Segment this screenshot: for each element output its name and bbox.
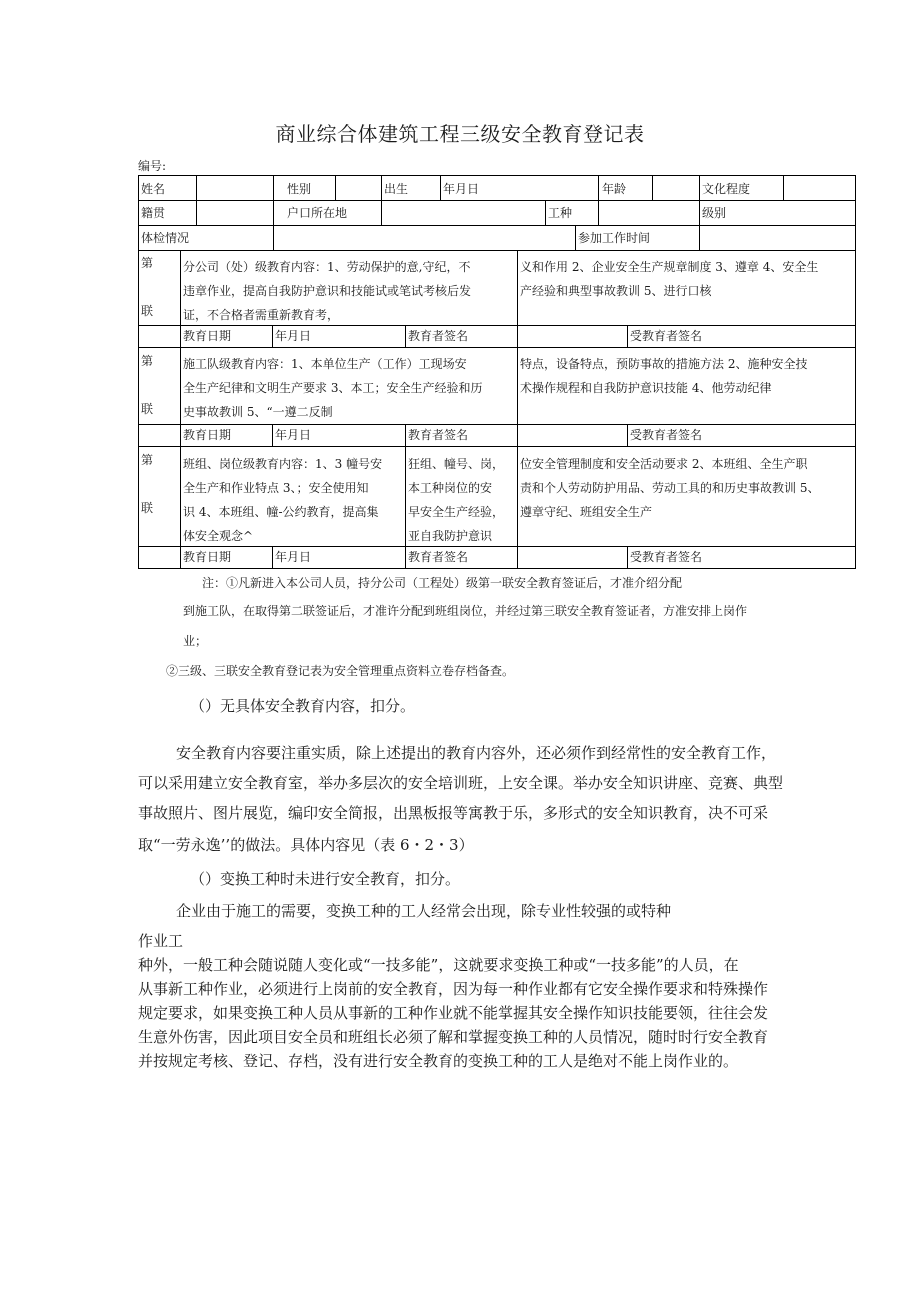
section3-content-mid-line: 本工种岗位的安 (408, 481, 493, 495)
sign-row-date-label: 教育日期 (183, 329, 232, 343)
label-age: 年龄 (602, 182, 627, 196)
paragraph-1-line: 可以采用建立安全教育室，举办多层次的安全培训班，上安全课。举办安全知识讲座、竞赛、典型 (138, 774, 784, 792)
paragraph-2-line: 规定要求，如果变换工种人员从事新的工种作业就不能掌握其安全操作知识技能要领，往往会发 (138, 1004, 769, 1022)
section3-content-mid-line: 早安全生产经验， (408, 505, 505, 519)
section2-mark-bottom: 联 (141, 402, 154, 416)
sign-row-date-unit: 年月日 (275, 428, 312, 442)
section1-content-line: 违章作业，提高自我防护意识和技能试或笔试考核后发 (183, 284, 472, 298)
document-title: 商业综合体建筑工程三级安全教育登记表 (275, 122, 645, 146)
paragraph-1-line: 安全教育内容要注重实质，除上述提出的教育内容外，还必须作到经常性的安全教育工作， (176, 744, 777, 762)
section3-content-line: 全生产和作业特点 3、；安全使用知 (183, 481, 369, 495)
label-education-level: 文化程度 (702, 182, 751, 196)
section1-mark-top: 第 (141, 256, 154, 270)
section3-content-line: 班组、岗位级教育内容：1、3 幢号安 (183, 457, 383, 471)
section3-content-mid-line: 亚自我防护意识 (408, 529, 493, 543)
section1-content-right-line: 义和作用 2、企业安全生产规章制度 3、遵章 4、安全生 (520, 260, 819, 274)
paragraph-2-line: 生意外伤害，因此项目安全员和班组长必须了解和掌握变换工种的人员情况，随时时行安全教育 (138, 1028, 769, 1046)
section2-mark-top: 第 (141, 354, 154, 368)
section2-content-right-line: 术操作规程和自我防护意识技能 4、他劳动纪律 (520, 381, 772, 395)
section3-content-right-line: 责和个人劳动防护用品、劳动工具的和历史事故教训 5、 (520, 481, 820, 495)
paragraph-2-line: 种外，一般工种会随说随人变化或“一技多能”，这就要求变换工种或“一技多能”的人员，在 (138, 956, 739, 974)
section3-mark-top: 第 (141, 453, 154, 467)
paragraph-1-line: 取“一劳永逸’’的做法。具体内容见（表 6・2・3） (138, 836, 474, 854)
section3-mark-bottom: 联 (141, 501, 154, 515)
label-birth-date-unit: 年月日 (443, 182, 480, 196)
sign-row-educator: 教育者签名 (408, 550, 469, 564)
section3-content-mid-line: 狂组、幢号、岗， (408, 457, 505, 471)
sign-row-date-label: 教育日期 (183, 428, 232, 442)
section2-content-line: 史事故教训 5、“一遵二反制 (183, 405, 333, 419)
label-native-place: 籍贯 (141, 206, 166, 220)
label-name: 姓名 (141, 182, 166, 196)
label-grade: 级别 (702, 206, 727, 220)
serial-number-label: 编号: (138, 159, 167, 173)
sign-row-educatee: 受教育者签名 (630, 550, 703, 564)
paragraph-1-line: 事故照片、图片展览，编印安全简报，出黑板报等寓教于乐，多形式的安全知识教育，决不可采 (138, 804, 769, 822)
note-1-line-c: 业； (183, 634, 208, 648)
note-1-line-b: 到施工队，在取得第二联签证后，才准许分配到班组岗位，并经过第三联安全教育签证者，方准安排上岗作 (183, 604, 748, 618)
section3-content-right-line: 位安全管理制度和安全活动要求 2、本班组、全生产职 (520, 457, 808, 471)
section2-content-line: 全生产纪律和文明生产要求 3、本工；安全生产经验和历 (183, 381, 483, 395)
sign-row-date-unit: 年月日 (275, 550, 312, 564)
section1-content-line: 分公司（处）级教育内容：1、劳动保护的意,守纪，不 (183, 260, 471, 274)
label-trade: 工种 (548, 206, 573, 220)
sign-row-educator: 教育者签名 (408, 329, 469, 343)
sign-row-educatee: 受教育者签名 (630, 428, 703, 442)
label-gender: 性别 (287, 182, 312, 196)
paragraph-2-line: 并按规定考核、登记、存档，没有进行安全教育的变换工种的工人是绝对不能上岗作业的。 (138, 1052, 739, 1070)
sign-row-educator: 教育者签名 (408, 428, 469, 442)
note-1-line-a: 注：①凡新进入本公司人员，持分公司（工程处）级第一联安全教育签证后，才准介绍分配 (202, 576, 683, 590)
section1-content-line: 证，不合格者需重新教育考， (183, 308, 340, 322)
section3-content-line: 体安全观念^ (183, 529, 254, 543)
section1-mark-bottom: 联 (141, 304, 154, 318)
paragraph-2-break-line: 作业工 (138, 932, 184, 950)
note-2: ②三级、三联安全教育登记表为安全管理重点资料立卷存档备查。 (166, 664, 515, 678)
paragraph-2-first-line: 企业由于施工的需要，变换工种的工人经常会出现，除专业性较强的或特种 (176, 902, 672, 920)
section2-content-right-line: 特点，设备特点，预防事故的措施方法 2、施种安全技 (520, 357, 808, 371)
section1-content-right-line: 产经验和典型事故教训 5、进行口核 (520, 284, 712, 298)
label-household-registration: 户口所在地 (287, 206, 348, 220)
paragraph-2-line: 从事新工种作业，必须进行上岗前的安全教育，因为每一种作业都有它安全操作要求和特殊操作 (138, 980, 769, 998)
section2-content-line: 施工队级教育内容：1、本单位生产（工作）工现场安 (183, 357, 467, 371)
sign-row-educatee: 受教育者签名 (630, 329, 703, 343)
section3-content-line: 识 4、本班组、幢-公约教育，提高集 (183, 505, 379, 519)
label-health-check: 体检情况 (141, 231, 190, 245)
label-work-start-time: 参加工作时间 (578, 231, 651, 245)
label-birth: 出生 (384, 182, 409, 196)
check-item-no-content: （）无具体安全教育内容，扣分。 (190, 697, 416, 715)
sign-row-date-label: 教育日期 (183, 550, 232, 564)
section3-content-right-line: 遵章守纪、班组安全生产 (520, 505, 653, 519)
check-item-trade-change: （）变换工种时未进行安全教育，扣分。 (190, 870, 461, 888)
sign-row-date-unit: 年月日 (275, 329, 312, 343)
